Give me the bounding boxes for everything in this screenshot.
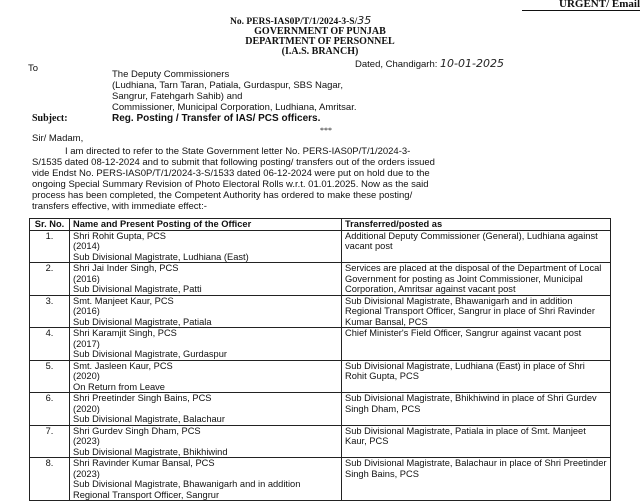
officer-name: Shri Ravinder Kumar Bansal, PCS bbox=[73, 458, 215, 468]
officer-batch: (2014) bbox=[73, 241, 100, 251]
transferred-as: Sub Divisional Magistrate, Patiala in place of Smt. Manjeet Kaur, PCS bbox=[342, 425, 611, 458]
sr-no: 7. bbox=[30, 425, 70, 458]
body-line: transfers effective, with immediate effect:- bbox=[32, 201, 207, 212]
gov-title: GOVERNMENT OF PUNJAB bbox=[254, 26, 386, 37]
sr-no: 1. bbox=[30, 230, 70, 263]
officer-name: Shri Preetinder Singh Bains, PCS bbox=[73, 393, 212, 403]
transferred-as: Additional Deputy Commissioner (General), Ludhiana against vacant post bbox=[342, 230, 611, 263]
table-row bbox=[30, 458, 611, 501]
officer-name: Shri Jai Inder Singh, PCS bbox=[73, 263, 179, 273]
address-line: Sangrur, Fatehgarh Sahib) and bbox=[112, 91, 243, 102]
branch-title: (I.A.S. BRANCH) bbox=[281, 46, 359, 57]
address-line: The Deputy Commissioners bbox=[112, 69, 230, 80]
transfer-table bbox=[29, 218, 611, 501]
present-posting: Sub Divisional Magistrate, Ludhiana (East) bbox=[73, 251, 249, 262]
officer-batch: (2023) bbox=[73, 436, 100, 446]
body-line: S/1535 dated 08-12-2024 and to submit that following posting/ transfers out of the orders issued bbox=[32, 157, 435, 168]
sr-no: 2. bbox=[30, 263, 70, 296]
officer-batch: (2017) bbox=[73, 338, 100, 349]
dept-title: DEPARTMENT OF PERSONNEL bbox=[245, 36, 395, 47]
letter-number-prefix: No. PERS-IAS0P/T/1/2024-3-S/ bbox=[230, 17, 358, 27]
subject-text: Reg. Posting / Transfer of IAS/ PCS officers. bbox=[112, 113, 321, 124]
sr-no: 6. bbox=[30, 393, 70, 426]
officer-batch: (2020) bbox=[73, 403, 100, 414]
present-posting: On Return from Leave bbox=[73, 381, 165, 392]
body-line: vide Endst No. PERS-IAS0P/T/1/2024-3-S/1533 dated 06-12-2024 were put on hold due to the bbox=[32, 168, 430, 179]
subject-label: Subject: bbox=[32, 113, 68, 124]
table-row bbox=[30, 328, 611, 361]
sr-no: 4. bbox=[30, 328, 70, 361]
urgent-email-label: URGENT/ Email bbox=[559, 0, 640, 10]
present-posting: Sub Divisional Magistrate, Gurdaspur bbox=[73, 349, 227, 359]
to-label: To bbox=[28, 63, 39, 74]
officer-batch: (2023) bbox=[73, 468, 100, 479]
present-posting: Sub Divisional Magistrate, Balachaur bbox=[73, 414, 225, 424]
present-posting: Sub Divisional Magistrate, Patti bbox=[73, 284, 202, 294]
officer-batch: (2016) bbox=[73, 306, 100, 316]
officer-cell bbox=[70, 328, 342, 361]
officer-name: Shri Rohit Gupta, PCS bbox=[73, 230, 167, 241]
transferred-as: Sub Divisional Magistrate, Bhikhiwind in place of Shri Gurdev Singh Dham, PCS bbox=[342, 393, 611, 426]
officer-name: Shri Karamjit Singh, PCS bbox=[73, 328, 177, 338]
address-line: Commissioner, Municipal Corporation, Ludhiana, Amritsar. bbox=[112, 102, 357, 113]
sr-no: 3. bbox=[30, 295, 70, 328]
table-row bbox=[30, 393, 611, 426]
subject-stars: *** bbox=[320, 126, 332, 135]
officer-cell bbox=[70, 263, 342, 296]
header-sr-no: Sr. No. bbox=[30, 219, 70, 231]
officer-cell bbox=[70, 425, 342, 458]
body-line: process has been completed, the Competent Authority has ordered to make these posting/ bbox=[32, 190, 413, 201]
sr-no: 5. bbox=[30, 360, 70, 393]
officer-cell bbox=[70, 360, 342, 393]
dated-label: Dated, Chandigarh: bbox=[355, 59, 438, 70]
dated-handwritten: 10-01-2025 bbox=[440, 57, 504, 70]
table-row bbox=[30, 425, 611, 458]
officer-name: Smt. Manjeet Kaur, PCS bbox=[73, 295, 174, 306]
officer-cell bbox=[70, 393, 342, 426]
present-posting: Sub Divisional Magistrate, Bhawanigarh and in addition Regional Transport Officer, Sangrur bbox=[73, 479, 301, 500]
table-row bbox=[30, 295, 611, 328]
officer-cell bbox=[70, 230, 342, 263]
transferred-as: Sub Divisional Magistrate, Balachaur in place of Shri Preetinder Singh Bains, PCS bbox=[342, 458, 611, 501]
table-header-row bbox=[30, 219, 611, 231]
dated-line bbox=[355, 57, 504, 70]
officer-cell bbox=[70, 295, 342, 328]
address-line: (Ludhiana, Tarn Taran, Patiala, Gurdaspur, SBS Nagar, bbox=[112, 80, 343, 91]
table-row bbox=[30, 263, 611, 296]
officer-cell bbox=[70, 458, 342, 501]
urgent-underline bbox=[522, 10, 640, 11]
officer-batch: (2016) bbox=[73, 273, 100, 284]
header-transferred: Transferred/posted as bbox=[342, 219, 611, 231]
present-posting: Sub Divisional Magistrate, Bhikhiwind bbox=[73, 446, 228, 457]
sr-no: 8. bbox=[30, 458, 70, 501]
present-posting: Sub Divisional Magistrate, Patiala bbox=[73, 316, 212, 327]
table-row bbox=[30, 360, 611, 393]
officer-name: Shri Gurdev Singh Dham, PCS bbox=[73, 425, 201, 436]
transferred-as: Chief Minister's Field Officer, Sangrur against vacant post bbox=[342, 328, 611, 361]
transferred-as: Sub Divisional Magistrate, Ludhiana (East) in place of Shri Rohit Gupta, PCS bbox=[342, 360, 611, 393]
officer-batch: (2020) bbox=[73, 371, 100, 381]
letter-number-handwritten: 35 bbox=[357, 14, 372, 27]
transferred-as: Services are placed at the disposal of the Department of Local Government for posting as Joint Commissioner, Municipal Corporation, Amritsar against vacant post bbox=[342, 263, 611, 296]
body-line: I am directed to refer to the State Government letter No. PERS-IAS0P/T/1/2024-3- bbox=[65, 146, 411, 157]
salutation: Sir/ Madam, bbox=[32, 133, 84, 144]
officer-name: Smt. Jasleen Kaur, PCS bbox=[73, 360, 173, 371]
transferred-as: Sub Divisional Magistrate, Bhawanigarh and in addition Regional Transport Officer, Sangrur in place of Shri Ravinder Kumar Bansal, PCS bbox=[342, 295, 611, 328]
table-row bbox=[30, 230, 611, 263]
header-name-posting: Name and Present Posting of the Officer bbox=[70, 219, 342, 231]
body-line: ongoing Special Summary Revision of Photo Electoral Rolls w.r.t. 01.01.2025. Now as the said bbox=[32, 179, 429, 190]
